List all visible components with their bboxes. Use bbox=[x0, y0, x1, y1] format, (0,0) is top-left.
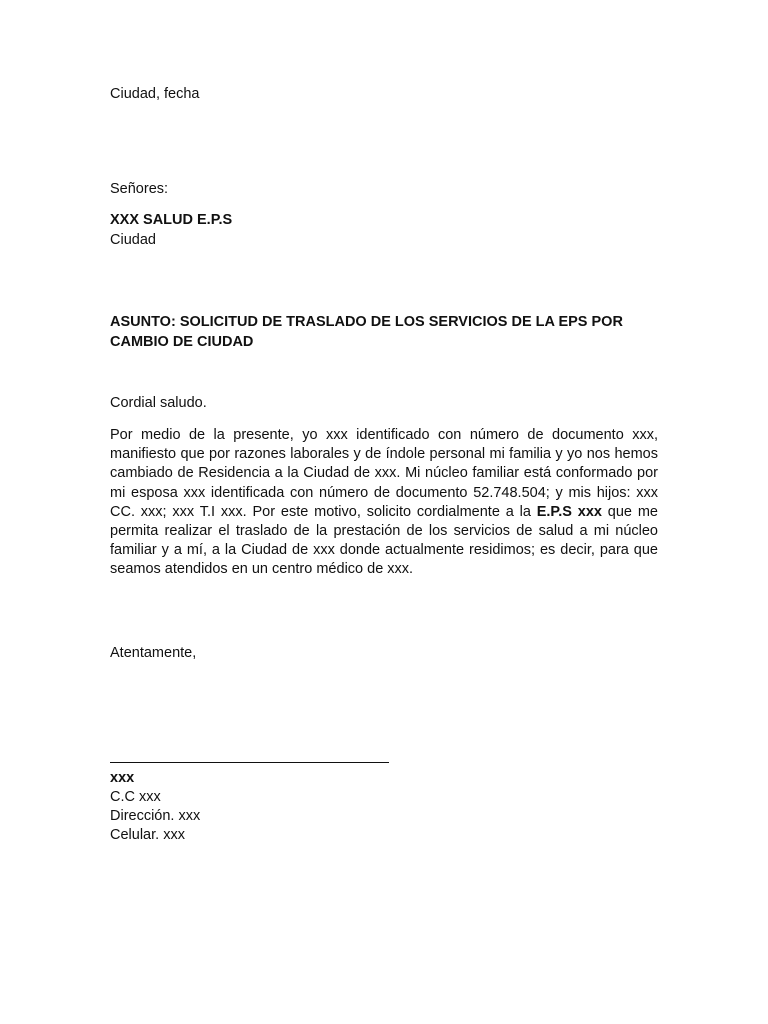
signature-id: C.C xxx bbox=[110, 789, 161, 805]
greeting: Cordial saludo. bbox=[110, 395, 207, 411]
body-text-bold: E.P.S xxx bbox=[536, 503, 602, 520]
signature-phone: Celular. xxx bbox=[110, 827, 185, 843]
recipient-name: XXX SALUD E.P.S bbox=[110, 212, 233, 228]
closing: Atentamente, bbox=[110, 645, 197, 661]
body-text-part2: que me permita realizar el traslado de la prestación de los servicios de salud a mi núcleo familiar y a mí, a la Ciudad de xxx donde actualmente residimos; es decir, para que seamos atendidos en un centro médico de xxx. bbox=[110, 503, 658, 578]
subject-line: ASUNTO: SOLICITUD DE TRASLADO DE LOS SERVICIOS DE LA EPS POR CAMBIO DE CIUDAD bbox=[110, 314, 623, 350]
body-text-part1: Por medio de la presente, yo xxx identificado con número de documento xxx, manifiesto que por razones laborales y de índole personal mi familia y yo nos hemos cambiado de Residencia a la Ciudad de xxx. Mi núcleo familiar está conformado por mi esposa xxx identificada con número de documento 52.748.504; y mis hijos: xxx CC. xxx; xxx T.I xxx. Por este motivo, solicito cordialmente a la bbox=[110, 427, 658, 520]
signature-address: Dirección. xxx bbox=[110, 808, 201, 824]
place-date: Ciudad, fecha bbox=[110, 86, 200, 102]
recipient-salutation: Señores: bbox=[110, 181, 169, 197]
signature-name: xxx bbox=[110, 770, 135, 786]
signature-line bbox=[110, 762, 389, 763]
recipient-city: Ciudad bbox=[110, 232, 156, 248]
body-paragraph bbox=[110, 426, 658, 580]
